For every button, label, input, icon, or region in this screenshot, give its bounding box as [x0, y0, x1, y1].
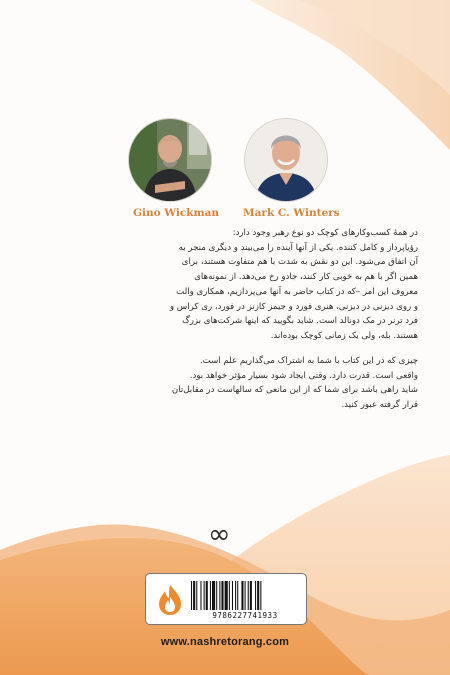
author-photo-mark-c-winters	[244, 118, 328, 202]
paragraph-line: قرار گرفته عبور کنید.	[341, 400, 418, 411]
publisher-flame-logo-icon	[154, 583, 186, 617]
publisher-website: www.nashretorang.com	[160, 636, 290, 648]
paragraph-line: رؤیاپرداز و کامل کننده. یکی از آنها آینده را می‌بیند و دیگری منجر به	[178, 242, 418, 253]
author-name-mark-c-winters: Mark C. Winters	[243, 207, 340, 219]
paragraph-line: همین اگر با هم به خوبی کار کنند، جادو رخ می‌دهد. از نمونه‌های	[194, 272, 418, 283]
paragraph-line: در همه‌ٔ کسب‌وکارهای کوچک دو نوع رهبر وجود دارد:	[232, 228, 418, 238]
paragraph-line: هستند. بله، ولی یک زمانی کوچک بوده‌اند.	[270, 330, 418, 341]
paragraph-line: فرد ترنر در مک دونالد است. شاید بگویید که اینها شرکت‌های بزرگ	[182, 316, 418, 327]
paragraph-line: معروف این امر –که در کتاب حاضر به آنها می‌پردازیم، همکاری والت	[176, 286, 418, 297]
isbn-number: 9786227741933	[212, 611, 278, 620]
paragraph-line: چیزی که در این کتاب با شما به اشتراک می‌گذاریم علم است.	[199, 356, 418, 366]
paragraph-line: و روی دیزنی در دیزنی، هنری فورد و جیمز کازنز در فورد، ری کراس و	[169, 301, 418, 312]
infinity-icon: ∞	[208, 519, 231, 550]
author-photo-gino-wickman	[128, 118, 212, 202]
portrait-illustration	[129, 119, 211, 201]
description-paragraph-1	[118, 226, 418, 344]
barcode-label	[145, 573, 307, 625]
paragraph-line: شاید راهی باشد برای شما که از این مانعی که سالهاست در مقابل‌تان	[171, 385, 418, 396]
barcode	[190, 581, 300, 611]
author-name-gino-wickman: Gino Wickman	[133, 207, 220, 219]
paragraph-line: واقعی است. قدرت دارد. وقتی ایجاد شود بسیار مؤثر خواهد بود.	[189, 370, 418, 381]
paragraph-line: آن اتفاق می‌شود. این دو نقش به شدت با هم متفاوت هستند، برای	[181, 257, 418, 268]
description-paragraph-2	[118, 354, 418, 413]
portrait-illustration	[245, 119, 327, 201]
